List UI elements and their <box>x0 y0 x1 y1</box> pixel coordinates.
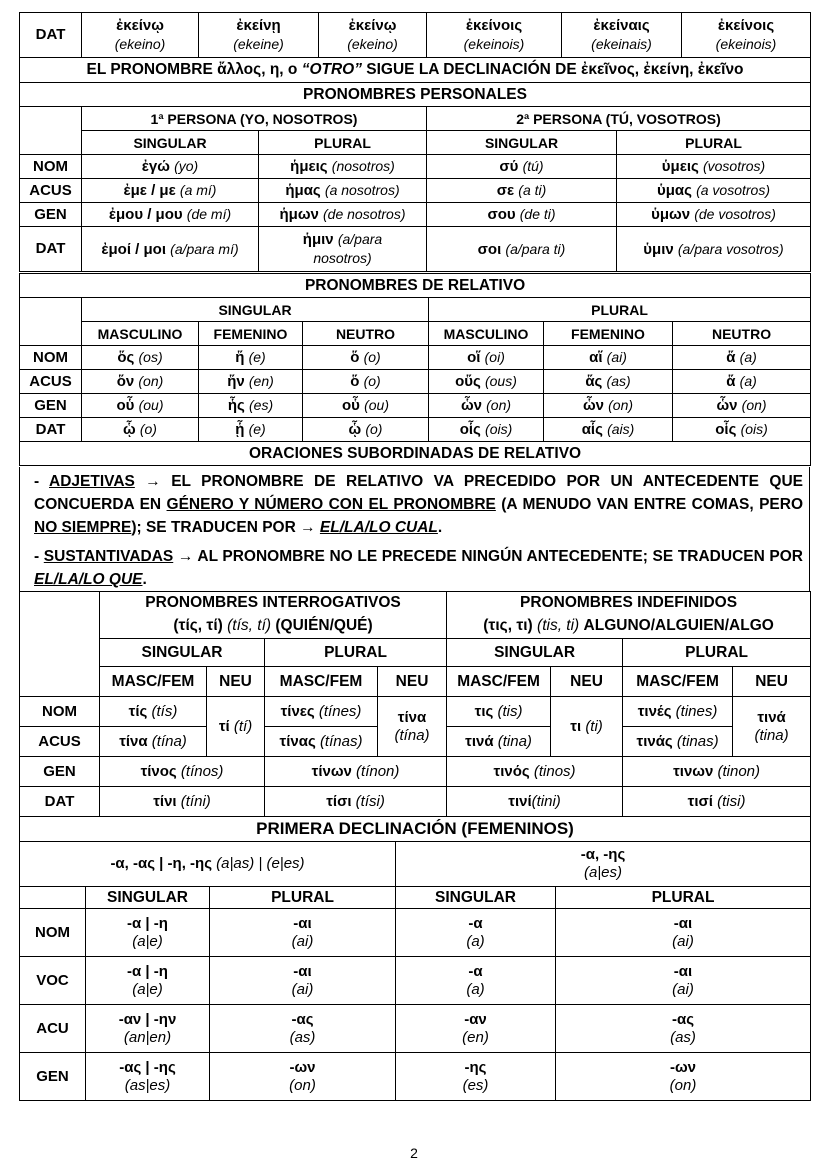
gender-header: MASC/FEM <box>265 667 378 697</box>
ending-cell: -α | -η (a|e) <box>86 957 210 1005</box>
number-header: PLURAL <box>210 887 396 909</box>
case-label: ACU <box>20 1005 86 1053</box>
gender-header: NEU <box>733 667 811 697</box>
case-label: DAT <box>20 227 82 272</box>
pron-cell: ἡμεις (nosotros) <box>259 155 427 179</box>
case-label: NOM <box>20 697 100 727</box>
rel-cell: ὅς (os) <box>82 346 199 370</box>
rel-cell: ὧν (on) <box>673 394 811 418</box>
pron-cell: ἐγώ (yo) <box>82 155 259 179</box>
pron-cell: τίνας (tínas) <box>265 727 378 757</box>
table-row <box>20 697 811 727</box>
case-label: DAT <box>20 787 100 817</box>
empty-cell <box>20 887 86 909</box>
pron-cell: σου (de ti) <box>427 203 617 227</box>
rel-cell: ᾗ (e) <box>199 418 303 442</box>
ending-cell: -αν (en) <box>396 1005 556 1053</box>
rel-cell: ὧν (on) <box>544 394 673 418</box>
gender-header: NEU <box>207 667 265 697</box>
pron-cell: τίνα (tína) <box>100 727 207 757</box>
ending-cell: -αι (ai) <box>210 909 396 957</box>
ending-group-header: -α, -ας | -η, -ης (a|as) | (e|es) <box>20 842 396 887</box>
pron-cell: ὑμιν (a/para vosotros) <box>617 227 811 272</box>
ending-cell: -ας | -ης (as|es) <box>86 1053 210 1101</box>
rel-cell: ὅν (on) <box>82 370 199 394</box>
pron-cell: τίνος (tínos) <box>100 757 265 787</box>
rel-cell: αἵ (ai) <box>544 346 673 370</box>
pron-cell: τίσι (tísi) <box>265 787 447 817</box>
table-row <box>20 1053 811 1101</box>
dat-cell: ἐκείνῳ (ekeino) <box>319 13 427 58</box>
indefinite-subtitle: (τις, τι) (tis, ti) ALGUNO/ALGUIEN/ALGO <box>447 615 811 639</box>
empty-cell <box>20 667 100 697</box>
gender-header: MASCULINO <box>82 322 199 346</box>
table-row <box>20 227 811 272</box>
relative-clause-notes <box>19 467 810 591</box>
case-label: ACUS <box>20 727 100 757</box>
empty-cell <box>20 592 100 667</box>
pron-cell: σύ (tú) <box>427 155 617 179</box>
ending-cell: -ων (on) <box>556 1053 811 1101</box>
pron-cell: ἡμιν (a/para nosotros) <box>259 227 427 272</box>
table-row <box>20 957 811 1005</box>
first-declension-table <box>19 816 811 1101</box>
number-header: PLURAL <box>429 298 811 322</box>
pron-cell: ἡμων (de nosotros) <box>259 203 427 227</box>
pron-cell: τίνων (tínon) <box>265 757 447 787</box>
dat-cell: ἐκείνῃ (ekeine) <box>199 13 319 58</box>
dat-cell: ἐκείνοις (ekeinois) <box>427 13 562 58</box>
case-label: GEN <box>20 203 82 227</box>
pron-cell: τίς (tís) <box>100 697 207 727</box>
dat-cell: ἐκείνῳ (ekeino) <box>82 13 199 58</box>
interrogative-indefinite-table <box>19 591 811 817</box>
case-label: GEN <box>20 394 82 418</box>
case-label: VOC <box>20 957 86 1005</box>
table-row <box>20 787 811 817</box>
allos-note: EL PRONOMBRE ἄλλος, η, ο “OTRO” SIGUE LA DECLINACIÓN DE ἐκεῖνος, ἐκείνη, ἐκεῖνο <box>20 58 811 83</box>
pron-cell: τινές (tines) <box>623 697 733 727</box>
case-label: NOM <box>20 909 86 957</box>
gender-header: NEU <box>551 667 623 697</box>
ending-cell: -α | -η (a|e) <box>86 909 210 957</box>
dat-cell: ἐκείναις (ekeinais) <box>562 13 682 58</box>
table-row <box>20 370 811 394</box>
rel-cell: οἷς (ois) <box>429 418 544 442</box>
empty-cell <box>20 107 82 155</box>
ending-cell: -αι (ai) <box>210 957 396 1005</box>
number-header: SINGULAR <box>86 887 210 909</box>
ending-cell: -α (a) <box>396 909 556 957</box>
relative-pronouns-table <box>19 273 811 466</box>
rel-cell: οὗ (ou) <box>303 394 429 418</box>
pron-cell: ἐμοί / μοι (a/para mí) <box>82 227 259 272</box>
pron-cell: ἐμε / με (a mí) <box>82 179 259 203</box>
pron-cell: τινά (tina) <box>447 727 551 757</box>
rel-cell: οὗ (ou) <box>82 394 199 418</box>
table-row <box>20 203 811 227</box>
section-title: PRONOMBRES DE RELATIVO <box>20 274 811 298</box>
personal-pronouns-table <box>19 12 811 272</box>
case-label: ACUS <box>20 179 82 203</box>
table-row <box>20 418 811 442</box>
section-title: ORACIONES SUBORDINADAS DE RELATIVO <box>20 442 811 466</box>
pron-cell: τινων (tinon) <box>623 757 811 787</box>
pron-cell: ὑμας (a vosotros) <box>617 179 811 203</box>
pron-cell: ὑμεις (vosotros) <box>617 155 811 179</box>
gender-header: MASC/FEM <box>100 667 207 697</box>
table-row <box>20 155 811 179</box>
gender-header: MASC/FEM <box>623 667 733 697</box>
number-header: SINGULAR <box>82 131 259 155</box>
case-label: GEN <box>20 757 100 787</box>
note-adjetivas: - ADJETIVAS → EL PRONOMBRE DE RELATIVO VA PRECEDIDO POR UN ANTECEDENTE QUE CONCUERDA EN GÉNERO Y NÚMERO CON EL PRONOMBRE (A MENUDO VAN ENTRE COMAS, PERO NO SIEMPRE); SE TRADUCEN POR → EL/LA/LO CUAL. <box>34 473 803 536</box>
pron-cell: τινάς (tinas) <box>623 727 733 757</box>
table-row <box>20 1005 811 1053</box>
pron-cell: τινός (tinos) <box>447 757 623 787</box>
ending-cell: -ων (on) <box>210 1053 396 1101</box>
ending-group-header: -α, -ης (a|es) <box>396 842 811 887</box>
gender-header: NEU <box>378 667 447 697</box>
pron-cell: τισί (tisi) <box>623 787 811 817</box>
case-label: DAT <box>20 418 82 442</box>
ending-cell: -ας (as) <box>556 1005 811 1053</box>
case-label: ACUS <box>20 370 82 394</box>
ending-cell: -αν | -ην (an|en) <box>86 1005 210 1053</box>
table-row <box>20 394 811 418</box>
ending-cell: -α (a) <box>396 957 556 1005</box>
pron-cell: ἡμας (a nosotros) <box>259 179 427 203</box>
ending-cell: -αι (ai) <box>556 957 811 1005</box>
section-title: PRONOMBRES INDEFINIDOS <box>447 592 811 615</box>
rel-cell: οἵ (oi) <box>429 346 544 370</box>
pron-cell: τινά (tina) <box>733 697 811 757</box>
number-header: PLURAL <box>259 131 427 155</box>
pron-cell: τί (tí) <box>207 697 265 757</box>
gender-header: NEUTRO <box>303 322 429 346</box>
number-header: SINGULAR <box>396 887 556 909</box>
rel-cell: ἥν (en) <box>199 370 303 394</box>
gender-header: FEMENINO <box>199 322 303 346</box>
dat-cell: ἐκείνοις (ekeinois) <box>682 13 811 58</box>
page-number: 2 <box>410 1145 418 1161</box>
gender-header: NEUTRO <box>673 322 811 346</box>
table-row <box>20 909 811 957</box>
number-header: SINGULAR <box>82 298 429 322</box>
ending-cell: -αι (ai) <box>556 909 811 957</box>
interrogative-subtitle: (τίς, τί) (tís, tí) (QUIÉN/QUÉ) <box>100 615 447 639</box>
person-header: 2ª PERSONA (TÚ, VOSOTROS) <box>427 107 811 131</box>
case-label: DAT <box>20 13 82 58</box>
pron-cell: τι (ti) <box>551 697 623 757</box>
rel-cell: οὕς (ous) <box>429 370 544 394</box>
number-header: SINGULAR <box>100 639 265 667</box>
rel-cell: ὅ (o) <box>303 346 429 370</box>
section-title: PRIMERA DECLINACIÓN (FEMENINOS) <box>20 817 811 842</box>
rel-cell: αἷς (ais) <box>544 418 673 442</box>
gender-header: MASC/FEM <box>447 667 551 697</box>
number-header: SINGULAR <box>447 639 623 667</box>
ending-cell: -ης (es) <box>396 1053 556 1101</box>
number-header: PLURAL <box>556 887 811 909</box>
table-row <box>20 179 811 203</box>
pron-cell: τίνα (tína) <box>378 697 447 757</box>
table-row <box>20 757 811 787</box>
rel-cell: ᾧ (o) <box>303 418 429 442</box>
table-row <box>20 346 811 370</box>
number-header: PLURAL <box>265 639 447 667</box>
number-header: SINGULAR <box>427 131 617 155</box>
empty-cell <box>20 298 82 346</box>
gender-header: MASCULINO <box>429 322 544 346</box>
pron-cell: ἐμου / μου (de mí) <box>82 203 259 227</box>
pron-cell: τίνι (tíni) <box>100 787 265 817</box>
pron-cell: τινί(tini) <box>447 787 623 817</box>
case-label: NOM <box>20 155 82 179</box>
number-header: PLURAL <box>617 131 811 155</box>
dat-row <box>20 13 811 58</box>
rel-cell: ὧν (on) <box>429 394 544 418</box>
case-label: GEN <box>20 1053 86 1101</box>
pron-cell: τις (tis) <box>447 697 551 727</box>
section-title: PRONOMBRES INTERROGATIVOS <box>100 592 447 615</box>
note-sustantivadas: - SUSTANTIVADAS → AL PRONOMBRE NO LE PRECEDE NINGÚN ANTECEDENTE; SE TRADUCEN POR EL/LA/LO QUE. <box>34 548 804 588</box>
rel-cell: ἥ (e) <box>199 346 303 370</box>
person-header: 1ª PERSONA (YO, NOSOTROS) <box>82 107 427 131</box>
pron-cell: σε (a ti) <box>427 179 617 203</box>
rel-cell: ἅς (as) <box>544 370 673 394</box>
case-label: NOM <box>20 346 82 370</box>
rel-cell: ἧς (es) <box>199 394 303 418</box>
ending-cell: -ας (as) <box>210 1005 396 1053</box>
section-title: PRONOMBRES PERSONALES <box>20 83 811 107</box>
rel-cell: ἅ (a) <box>673 346 811 370</box>
rel-cell: ᾧ (o) <box>82 418 199 442</box>
pron-cell: τίνες (tínes) <box>265 697 378 727</box>
number-header: PLURAL <box>623 639 811 667</box>
rel-cell: ὅ (o) <box>303 370 429 394</box>
pron-cell: σοι (a/para ti) <box>427 227 617 272</box>
gender-header: FEMENINO <box>544 322 673 346</box>
rel-cell: ἅ (a) <box>673 370 811 394</box>
rel-cell: οἷς (ois) <box>673 418 811 442</box>
pron-cell: ὑμων (de vosotros) <box>617 203 811 227</box>
